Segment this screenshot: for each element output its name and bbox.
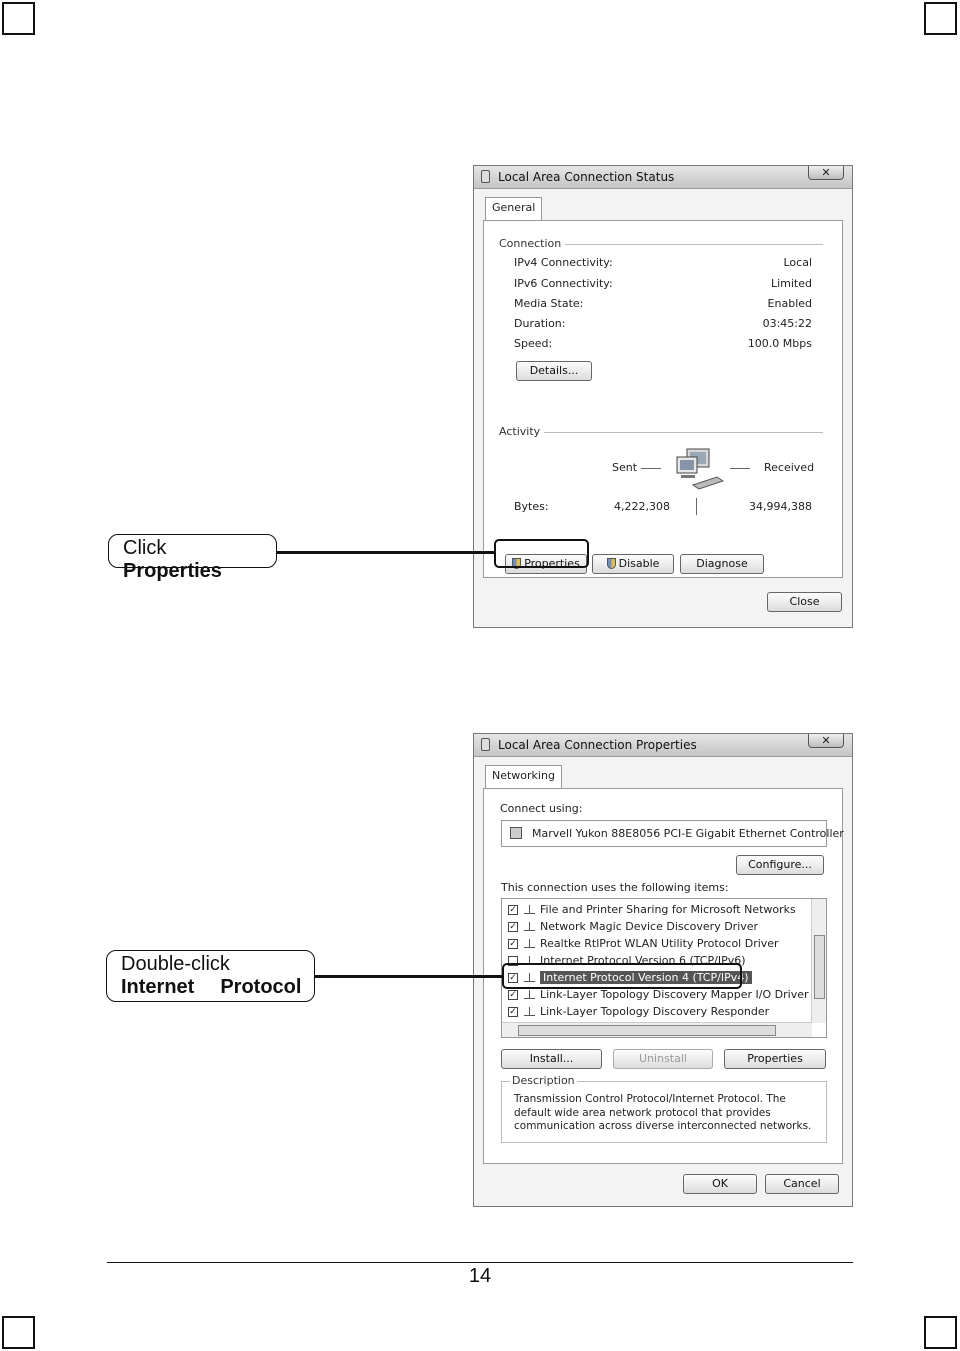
description-text: Transmission Control Protocol/Internet Protocol. The default wide area network protocol that provides communication across diverse interconnected networks. bbox=[514, 1093, 812, 1132]
item-checkbox[interactable]: ✓ bbox=[509, 921, 517, 932]
configure-button[interactable]: Configure... bbox=[736, 855, 824, 875]
callout-word-protocol: Protocol bbox=[220, 976, 302, 998]
protocol-icon bbox=[524, 1007, 535, 1016]
protocol-icon bbox=[524, 922, 535, 931]
item-label: Internet Protocol Version 6 (TCP/IPv6) bbox=[540, 954, 746, 967]
item-label: Link-Layer Topology Discovery Responder bbox=[540, 1005, 770, 1018]
item-checkbox[interactable]: ✓ bbox=[509, 938, 517, 949]
network-icon bbox=[481, 738, 490, 751]
adapter-name: Marvell Yukon 88E8056 PCI-E Gigabit Ethernet Controller bbox=[532, 827, 844, 840]
sent-line bbox=[641, 468, 661, 469]
connection-heading: Connection bbox=[499, 237, 562, 250]
properties-highlight bbox=[494, 539, 589, 568]
received-label: Received bbox=[764, 461, 815, 474]
bytes-label: Bytes: bbox=[514, 500, 549, 513]
cancel-button[interactable]: Cancel bbox=[765, 1174, 839, 1194]
corner-mark-top-left bbox=[2, 2, 35, 35]
item-checkbox[interactable]: ✓ bbox=[509, 989, 517, 1000]
adapter-icon bbox=[510, 827, 522, 839]
bytes-sent-value: 4,222,308 bbox=[614, 500, 670, 513]
properties-dialog-title: Local Area Connection Properties bbox=[498, 738, 697, 752]
protocol-icon bbox=[524, 990, 535, 999]
item-checkbox[interactable]: ✓ bbox=[509, 972, 517, 983]
computers-icon bbox=[673, 447, 727, 493]
tab-general[interactable]: General bbox=[485, 197, 542, 221]
list-item[interactable] bbox=[508, 935, 779, 952]
item-label: Link-Layer Topology Discovery Mapper I/O Driver bbox=[540, 988, 809, 1001]
disable-button-label: Disable bbox=[618, 557, 660, 570]
description-group bbox=[501, 1074, 827, 1143]
status-title-bar bbox=[474, 166, 852, 189]
corner-mark-top-right bbox=[924, 2, 957, 35]
item-checkbox[interactable]: ✓ bbox=[509, 1006, 517, 1017]
disable-button[interactable] bbox=[592, 554, 674, 574]
callout-click-properties bbox=[108, 534, 277, 582]
sent-label: Sent bbox=[612, 461, 638, 474]
adapter-field bbox=[501, 820, 844, 847]
item-label: Realtke RtlProt WLAN Utility Protocol Driver bbox=[540, 937, 779, 950]
description-heading: Description bbox=[512, 1074, 575, 1087]
activity-heading: Activity bbox=[499, 425, 541, 438]
duration-label: Duration: bbox=[514, 317, 566, 330]
close-window-button[interactable]: ✕ bbox=[808, 166, 844, 180]
callout-word-internet: Internet bbox=[121, 976, 195, 998]
scrollbar-thumb[interactable] bbox=[814, 935, 825, 999]
item-properties-button[interactable]: Properties bbox=[724, 1049, 826, 1069]
ok-button[interactable]: OK bbox=[683, 1174, 757, 1194]
media-state-label: Media State: bbox=[514, 297, 584, 310]
received-line bbox=[730, 468, 750, 469]
close-button[interactable]: Close bbox=[767, 592, 842, 612]
h-scrollbar-thumb[interactable] bbox=[518, 1025, 776, 1036]
corner-mark-bottom-right bbox=[924, 1316, 957, 1349]
close-window-button[interactable]: ✕ bbox=[808, 734, 844, 748]
item-label: File and Printer Sharing for Microsoft Networks bbox=[540, 903, 796, 916]
item-label: Network Magic Device Discovery Driver bbox=[540, 920, 759, 933]
install-button[interactable]: Install... bbox=[501, 1049, 602, 1069]
vertical-scrollbar[interactable] bbox=[811, 899, 826, 1023]
details-button[interactable]: Details... bbox=[516, 361, 592, 381]
corner-mark-bottom-left bbox=[2, 1316, 35, 1349]
connect-using-label: Connect using: bbox=[500, 802, 583, 815]
activity-divider bbox=[544, 432, 823, 433]
general-panel bbox=[483, 220, 843, 578]
horizontal-scrollbar[interactable] bbox=[502, 1022, 812, 1037]
protocol-icon bbox=[524, 939, 535, 948]
list-item[interactable] bbox=[508, 918, 758, 935]
item-checkbox[interactable]: ✓ bbox=[509, 904, 517, 915]
shield-icon bbox=[607, 558, 616, 569]
callout-line-1: Double-click bbox=[121, 953, 230, 975]
callout-line-2: Properties bbox=[123, 560, 222, 582]
list-item[interactable] bbox=[508, 1003, 769, 1020]
page-number: 14 bbox=[468, 1265, 492, 1287]
items-label: This connection uses the following items: bbox=[501, 881, 729, 894]
network-icon bbox=[481, 170, 490, 183]
connection-divider bbox=[565, 244, 823, 245]
protocol-icon bbox=[524, 905, 535, 914]
ipv4-connectivity-label: IPv4 Connectivity: bbox=[514, 256, 613, 269]
ipv4-connectivity-value: Local bbox=[783, 256, 812, 269]
diagnose-button[interactable]: Diagnose bbox=[680, 554, 764, 574]
tab-networking[interactable]: Networking bbox=[485, 765, 562, 789]
ipv6-connectivity-label: IPv6 Connectivity: bbox=[514, 277, 613, 290]
uninstall-button[interactable]: Uninstall bbox=[613, 1049, 713, 1069]
item-label: Internet Protocol Version 4 (TCP/IPv4) bbox=[540, 971, 752, 984]
footer-rule bbox=[107, 1262, 853, 1263]
duration-value: 03:45:22 bbox=[762, 317, 812, 330]
callout-double-click-protocol bbox=[106, 950, 315, 1002]
callout-line-1: Click bbox=[123, 537, 167, 559]
speed-label: Speed: bbox=[514, 337, 553, 350]
properties-title-bar bbox=[474, 734, 852, 757]
bytes-divider bbox=[696, 498, 697, 515]
status-dialog-title: Local Area Connection Status bbox=[498, 170, 675, 184]
list-item[interactable] bbox=[508, 901, 796, 918]
ipv4-highlight bbox=[502, 963, 742, 989]
ipv6-connectivity-value: Limited bbox=[770, 277, 812, 290]
bytes-received-value: 34,994,388 bbox=[749, 500, 812, 513]
callout-line-2 bbox=[121, 976, 314, 999]
properties-button-label: Properties bbox=[524, 557, 580, 570]
media-state-value: Enabled bbox=[767, 297, 812, 310]
connector-line bbox=[277, 551, 495, 554]
speed-value: 100.0 Mbps bbox=[747, 337, 812, 350]
connector-line bbox=[315, 975, 503, 978]
